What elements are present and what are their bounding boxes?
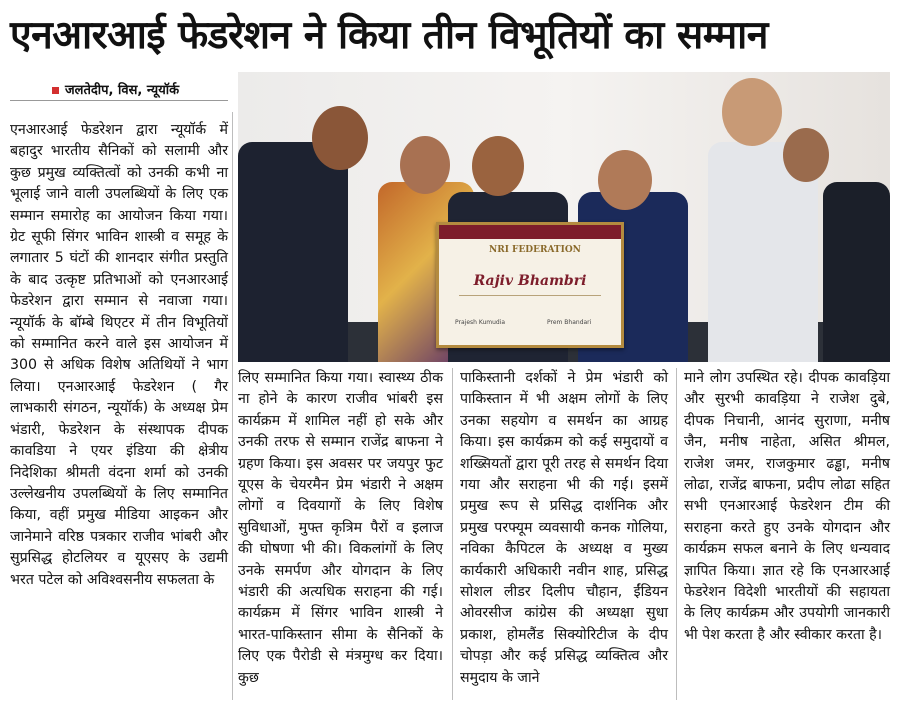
article-column-2	[238, 368, 443, 689]
plaque-signature-right: Prem Bhandari	[547, 319, 592, 326]
headline: एनआरआई फेडरेशन ने किया तीन विभूतियों का सम्मान	[10, 13, 768, 58]
award-plaque	[436, 222, 624, 348]
event-photo	[238, 72, 890, 362]
plaque-header-band	[439, 225, 621, 239]
column-divider	[232, 112, 233, 700]
column-divider	[676, 368, 677, 700]
article-paragraph: पाकिस्तानी दर्शकों ने प्रेम भंडारी को पाकिस्तान में भी अक्षम लोगों के लिए उनका सहयोग व समर्थन का आग्रह किया। इस कार्यक्रम को कई समुदायों व शख्सियतों द्वारा पूरी तरह से समर्थन दिया गया और सराहना भी की गई। इसमें प्रमुख रूप से प्रसिद्ध दार्शनिक और प्रमुख परफ्यूम व्यवसायी कनक गोलिया, नविका कैपिटल के अध्यक्ष व मुख्य कार्यकारी अधिकारी नवीन शाह, प्रसिद्ध सोशल लीडर दिलीप चौहान, ईंडियन ओवरसीज कांग्रेस की अध्यक्षा सुधा प्रकाश, होमलैंड सिक्योरिटीज के दीप चोपड़ा और कई प्रसिद्ध व्यक्तित्व और समुदाय के जाने	[460, 370, 668, 686]
byline-divider	[10, 100, 228, 101]
byline	[52, 80, 179, 98]
person-figure	[823, 182, 890, 362]
byline-bullet-icon	[52, 87, 59, 94]
column-divider	[452, 368, 453, 700]
article-paragraph: लिए सम्मानित किया गया। स्वास्थ्य ठीक ना होने के कारण राजीव भांबरी इस कार्यक्रम में शामिल नहीं हो सके और उनकी तरफ से सम्मान राजेंद्र बाफना ने ग्रहण किया। इस अवसर पर जयपुर फुट यूएस के चेयरमैन प्रेम भंडारी ने अक्षम लोगों व दिवयागों के लिए विशेष सुविधाओं, मुफ्त कृत्रिम पैरों व इलाज की घोषणा भी की। विकलांगों के लिए उनके समर्पण और योगदान के लिए भंडारी की अत्यधिक सराहना की गई। कार्यक्रम में सिंगर भाविन शास्त्री ने भारत-पाकिस्तान सीमा के सैनिकों के लिए एक पैरोडी से मंत्रमुग्ध कर दिया। कुछ	[238, 370, 443, 686]
person-head	[400, 136, 450, 194]
article-column-3	[460, 368, 668, 689]
article-column-1	[10, 120, 228, 591]
article-paragraph: एनआरआई फेडरेशन द्वारा न्यूयॉर्क में बहादुर भारतीय सैनिकों को सलामी और कुछ प्रमुख व्यक्तित्वों को उनकी कभी ना भूलाई जाने वाली उपलब्धियों के लिए एक सम्मान समारोह का आयोजन किया गया। ग्रेट सूफी सिंगर भाविन शास्त्री व समूह के लगातार 5 घंटों की शानदार संगीत प्रस्तुति के बाद उत्कृष्ट प्रतिभाओं को एनआरआई फेडरेशन द्वारा सम्मान से नवाजा गया। न्यूयॉर्क के बॉम्बे थिएटर में तीन विभूतियों को सम्मानित करने वाले इस आयोजन में 300 से अधिक विशेष अतिथियों ने भाग लिया। एनआरआई फेडरेशन ( गैर लाभकारी संगठन, न्यूयॉर्क) के अध्यक्ष प्रेम भंडारी, फेडरेशन के संस्थापक दीपक कावडिया ने एयर इंडिया की क्षेत्रीय निदेशिका श्रीमती वंदना शर्मा को उनकी उल्लेखनीय उपलब्धियों के लिए सम्मानित किया, वहीं प्रमुख मीडिया आइकन और जानेमाने वरिष्ठ पत्रकार राजीव भांबरी और सुप्रसिद्ध होटलियर व यूएसए के उद्यमी भरत पटेल को अविश्वसनीय सफलता के	[10, 122, 228, 588]
person-head	[472, 136, 524, 196]
plaque-brand: NRI FEDERATION	[489, 245, 581, 255]
person-head	[783, 128, 829, 182]
plaque-divider	[459, 295, 601, 296]
plaque-recipient-name: Rajiv Bhambri	[473, 273, 587, 289]
article-column-4	[684, 368, 890, 646]
person-head	[722, 78, 782, 146]
person-head	[598, 150, 652, 210]
byline-text: जलतेदीप, विस, न्यूयॉर्क	[65, 83, 180, 98]
article-paragraph: माने लोग उपस्थित रहे। दीपक कावड़िया और सुरभी कावड़िया ने राजेश दुबे, दीपक निचानी, आनंद सुराणा, मनीष जैन, मनीष नाहेता, असित श्रीमल, राजेश जमर, राजकुमार ढड्ढा, मनीष लोढा, राजेंद्र बाफना, प्रदीप लोढा सहित सभी एनआरआई फेडरेशन टीम की सराहना करते हुए उनके योगदान और कार्यक्रम सफल बनाने के लिए धन्यवाद ज्ञापित किया। ज्ञात रहे कि एनआरआई फेडरेशन विदेशी भारतीयों की सहायता के लिए कार्यक्रम और उपयोगी जानकारी भी पेश करता है और स्वीकार करता है।	[684, 370, 890, 643]
person-figure	[238, 142, 348, 362]
plaque-signature-left: Prajesh Kumudia	[455, 319, 506, 326]
person-head	[312, 106, 368, 170]
